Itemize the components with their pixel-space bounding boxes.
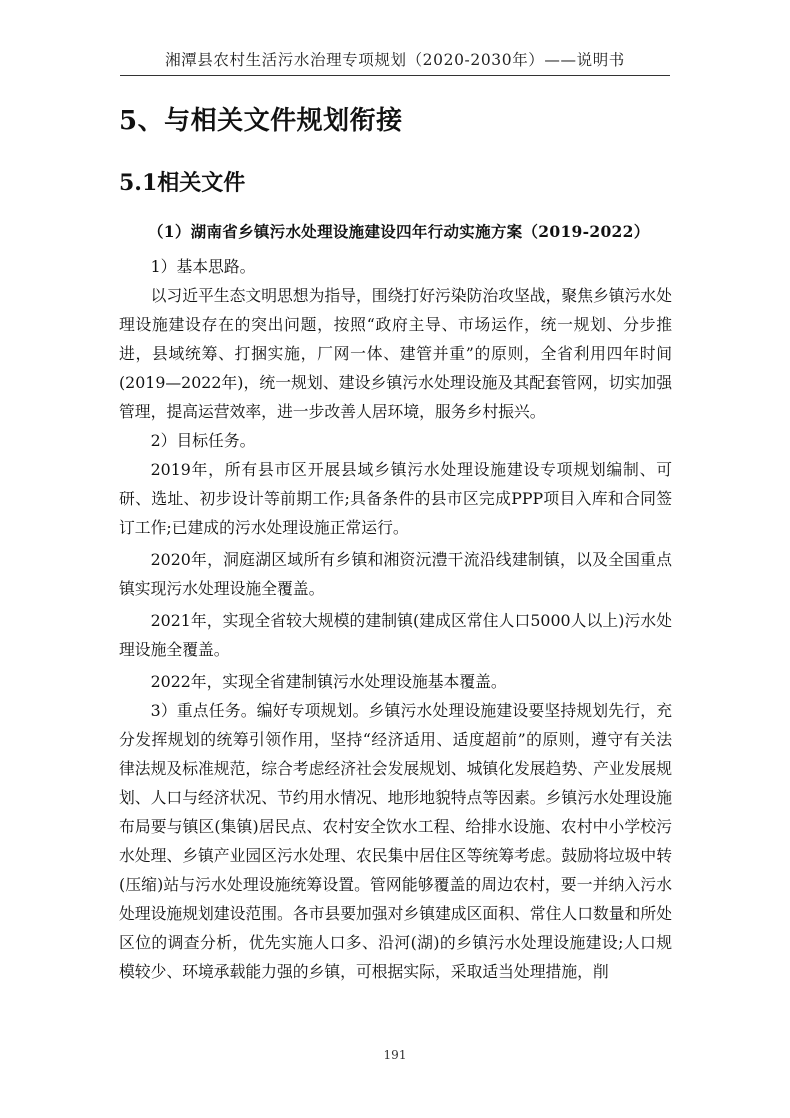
paragraph: 1）基本思路。 [150, 257, 256, 276]
paragraph: 2）目标任务。 [150, 431, 256, 450]
paragraph: 以习近平生态文明思想为指导，围绕打好污染防治攻坚战，聚焦乡镇污水处理设施建设存在的突出问题，按照“政府主导、市场运作，统一规划、分步推进，县域统筹、打捆实施，厂网一体、建管并重”的原则，全省利用四年时间(2019—2022年)，统一规划、建设乡镇污水处理设施及其配套管网，切实加强管理，提高运营效率，进一步改善人居环境，服务乡村振兴。 [119, 286, 672, 421]
paragraph: 3）重点任务。编好专项规划。乡镇污水处理设施建设要坚持规划先行，充分发挥规划的统筹引领作用，坚持“经济适用、适度超前”的原则，遵守有关法律法规及标准规范，综合考虑经济社会发展规划、城镇化发展趋势、产业发展规划、人口与经济状况、节约用水情况、地形地貌特点等因素。乡镇污水处理设施布局要与镇区(集镇)居民点、农村安全饮水工程、给排水设施、农村中小学校污水处理、乡镇产业园区污水处理、农民集中居住区等统筹考虑。鼓励将垃圾中转(压缩)站与污水处理设施统筹设置。管网能够覆盖的周边农村，要一并纳入污水处理设施规划建设范围。各市县要加强对乡镇建成区面积、常住人口数量和所处区位的调查分析，优先实施人口多、沿河(湖)的乡镇污水处理设施建设;人口规模较少、环境承载能力强的乡镇，可根据实际，采取适当处理措施，削 [119, 701, 672, 981]
section-title: 5、与相关文件规划衔接 [119, 106, 403, 136]
subsubsection-title: （1）湖南省乡镇污水处理设施建设四年行动实施方案（2019-2022） [148, 222, 650, 241]
page-number: 191 [383, 1048, 407, 1062]
paragraph: 2022年，实现全省建制镇污水处理设施基本覆盖。 [150, 672, 507, 691]
page-header: 湘潭县农村生活污水治理专项规划（2020-2030年）——说明书 [165, 51, 625, 69]
body-text [119, 252, 672, 986]
paragraph: 2020年，洞庭湖区域所有乡镇和湘资沅澧干流沿线建制镇，以及全国重点镇实现污水处理设施全覆盖。 [119, 550, 672, 598]
header-divider [120, 75, 670, 76]
paragraph: 2021年，实现全省较大规模的建制镇(建成区常住人口5000人以上)污水处理设施全覆盖。 [119, 611, 672, 659]
subsection-title: 5.1相关文件 [119, 170, 246, 196]
paragraph: 2019年，所有县市区开展县域乡镇污水处理设施建设专项规划编制、可研、选址、初步设计等前期工作;具备条件的县市区完成PPP项目入库和合同签订工作;已建成的污水处理设施正常运行。 [119, 460, 672, 537]
